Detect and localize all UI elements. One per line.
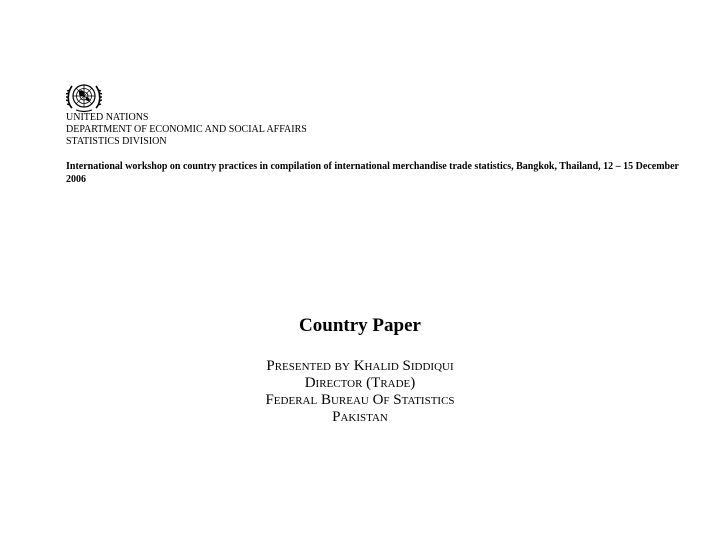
position-line: Director (Trade)	[304, 375, 416, 391]
organization-name: UNITED NATIONS	[66, 112, 149, 123]
un-emblem-icon	[66, 81, 102, 113]
presenter-block	[0, 358, 720, 426]
organization-line: Federal Bureau Of Statistics	[265, 392, 455, 408]
workshop-description: International workshop on country practices in compilation of international merchandise trade statistics, Bangkok, Thailand, 12 – 15 December 2006	[66, 161, 679, 185]
division-name: STATISTICS DIVISION	[66, 136, 167, 147]
presenter-line: Presented by Khalid Siddiqui	[266, 358, 454, 374]
title-block	[0, 314, 720, 426]
page-title: Country Paper	[299, 315, 421, 336]
department-name: DEPARTMENT OF ECONOMIC AND SOCIAL AFFAIRS	[66, 124, 307, 135]
country-line: Pakistan	[332, 409, 388, 425]
header-block	[66, 112, 696, 186]
